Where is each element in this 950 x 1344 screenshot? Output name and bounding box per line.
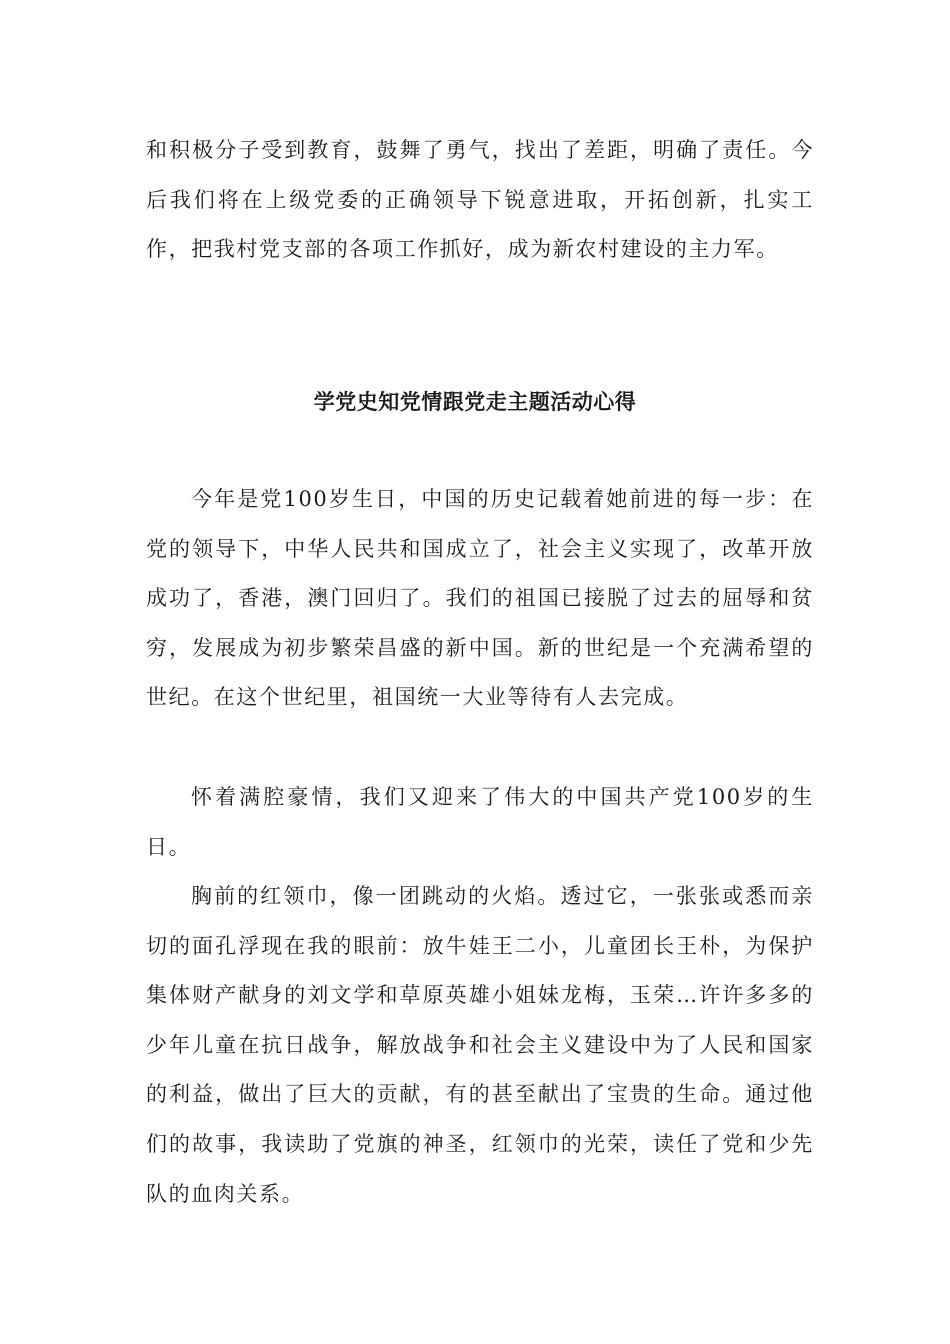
- article-title: 学党史知党情跟党走主题活动心得: [313, 389, 637, 414]
- paragraph-3: 胸前的红领巾，像一团跳动的火焰。透过它，一张张或悉而亲切的面孔浮现在我的眼前：放牛娃王二小，儿童团长王朴，为保护集体财产献身的刘文学和草原英雄小姐妹龙梅，玉荣…许许多多的少年儿童在抗日战争，解放战争和社会主义建设中为了人民和国家的利益，做出了巨大的贡献，有的甚至献出了宝贵的生命。通过他们的故事，我读助了党旗的神圣，红领巾的光荣，读任了党和少先队的血肉关系。: [146, 884, 814, 1206]
- continuation-paragraph: 和积极分子受到教育，鼓舞了勇气，找出了差距，明确了责任。今后我们将在上级党委的正确领导下锐意进取，开拓创新，扎实工作，把我村党支部的各项工作抓好，成为新农村建设的主力军。: [146, 138, 814, 262]
- paragraph-2: 怀着满腔豪情，我们又迎来了伟大的中国共产党100岁的生日。: [146, 785, 814, 859]
- paragraph-1: 今年是党100岁生日，中国的历史记载着她前进的每一步：在党的领导下，中华人民共和国成立了，社会主义实现了，改革开放成功了，香港，澳门回归了。我们的祖国已接脱了过去的屈辱和贫穷，发展成为初步繁荣昌盛的新中国。新的世纪是一个充满希望的世纪。在这个世纪里，祖国统一大业等待有人去完成。: [146, 487, 814, 710]
